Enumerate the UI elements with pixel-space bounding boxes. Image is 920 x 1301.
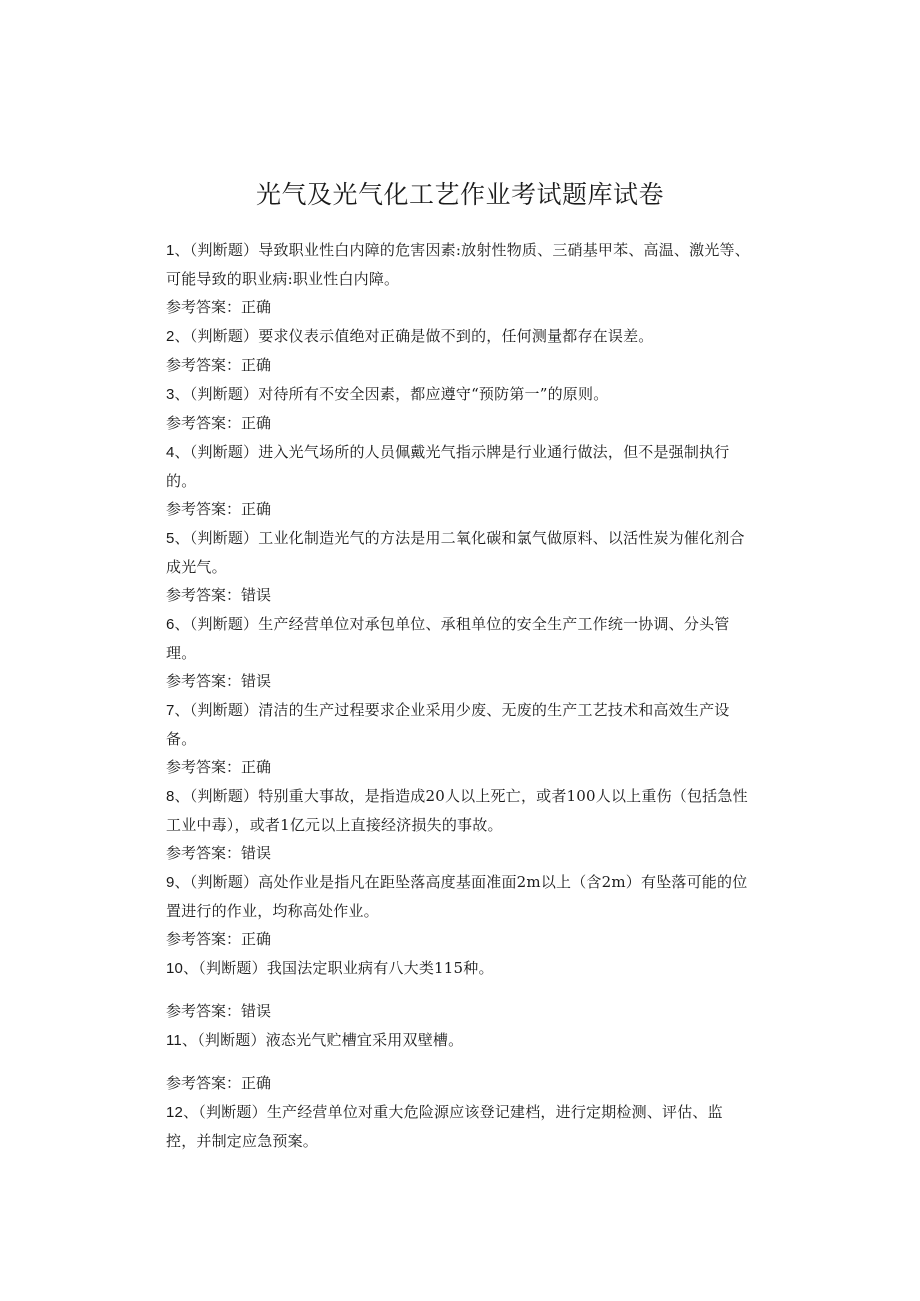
question-body: 导致职业性白内障的危害因素:放射性物质、三硝基甲苯、高温、激光等、可能导致的职业病:职业性白内障。	[166, 241, 750, 288]
question-body: 生产经营单位对重大危险源应该登记建档，进行定期检测、评估、监控，并制定应急预案。	[166, 1103, 723, 1150]
question-text: 12、（判断题）生产经营单位对重大危险源应该登记建档，进行定期检测、评估、监控，并制定应急预案。	[166, 1103, 723, 1150]
question-text: 8、（判断题）特别重大事故，是指造成20人以上死亡，或者100人以上重伤（包括急性工业中毒），或者1亿元以上直接经济损失的事故。	[166, 787, 748, 834]
question-item	[166, 868, 750, 953]
question-number: 3	[166, 386, 175, 403]
question-type: （判断题）	[189, 328, 259, 345]
question-number: 12	[166, 1104, 184, 1121]
question-text: 5、（判断题）工业化制造光气的方法是用二氧化碳和氯气做原料、以活性炭为催化剂合成光气。	[166, 529, 745, 576]
question-number: 6	[166, 616, 175, 633]
answer-value: 正确	[241, 414, 272, 432]
question-type: （判断题）	[189, 444, 259, 461]
answer-line	[166, 409, 750, 437]
question-type: （判断题）	[197, 1032, 266, 1049]
answer-line	[166, 839, 750, 867]
answer-label: 参考答案：	[166, 414, 242, 432]
answer-value: 错误	[241, 586, 272, 604]
question-number: 7	[166, 702, 175, 719]
question-item	[166, 610, 750, 695]
question-body: 清洁的生产过程要求企业采用少废、无废的生产工艺技术和高效生产设备。	[166, 701, 730, 748]
answer-value: 正确	[241, 298, 272, 316]
question-item	[166, 322, 750, 379]
answer-value: 错误	[241, 672, 272, 690]
question-body: 我国法定职业病有八大类115种。	[266, 959, 494, 977]
question-type: （判断题）	[198, 1104, 267, 1121]
question-body: 工业化制造光气的方法是用二氧化碳和氯气做原料、以活性炭为催化剂合成光气。	[166, 529, 745, 576]
question-text: 4、（判断题）进入光气场所的人员佩戴光气指示牌是行业通行做法，但不是强制执行的。	[166, 443, 730, 490]
question-text: 3、（判断题）对待所有不安全因素，都应遵守“预防第一”的原则。	[166, 385, 609, 403]
question-type: （判断题）	[189, 616, 259, 633]
question-type: （判断题）	[189, 702, 259, 719]
answer-label: 参考答案：	[166, 1002, 242, 1020]
question-body: 液态光气贮槽宜采用双壁槽。	[265, 1031, 464, 1049]
answer-line	[166, 667, 750, 695]
question-item	[166, 438, 750, 523]
question-body: 特别重大事故，是指造成20人以上死亡，或者100人以上重伤（包括急性工业中毒），或者1亿元以上直接经济损失的事故。	[166, 787, 748, 834]
answer-label: 参考答案：	[166, 586, 242, 604]
question-text: 9、（判断题）高处作业是指凡在距坠落高度基面准面2m以上（含2m）有坠落可能的位置进行的作业，均称高处作业。	[166, 873, 748, 920]
answer-label: 参考答案：	[166, 356, 242, 374]
question-body: 高处作业是指凡在距坠落高度基面准面2m以上（含2m）有坠落可能的位置进行的作业，均称高处作业。	[166, 873, 748, 920]
question-type: （判断题）	[198, 960, 267, 977]
question-item	[166, 1098, 750, 1155]
answer-value: 正确	[241, 1074, 272, 1092]
answer-label: 参考答案：	[166, 500, 242, 518]
question-number: 10	[166, 960, 184, 977]
answer-label: 参考答案：	[166, 298, 242, 316]
question-item	[166, 954, 750, 1025]
page-title: 光气及光气化工艺作业考试题库试卷	[255, 180, 664, 209]
question-item	[166, 696, 750, 781]
question-text: 10、（判断题）我国法定职业病有八大类115种。	[166, 959, 494, 977]
question-number: 11	[166, 1032, 182, 1049]
question-body: 生产经营单位对承包单位、承租单位的安全生产工作统一协调、分头管理。	[166, 615, 730, 662]
question-type: （判断题）	[189, 874, 259, 891]
answer-label: 参考答案：	[166, 672, 242, 690]
answer-line	[166, 753, 750, 781]
answer-value: 正确	[241, 930, 272, 948]
question-number: 8	[166, 788, 175, 805]
question-text: 11、（判断题）液态光气贮槽宜采用双壁槽。	[166, 1031, 464, 1049]
answer-line	[166, 351, 750, 379]
question-number: 4	[166, 444, 175, 461]
question-list	[166, 236, 750, 1155]
question-text: 1、（判断题）导致职业性白内障的危害因素:放射性物质、三硝基甲苯、高温、激光等、可能导致的职业病:职业性白内障。	[166, 241, 750, 288]
question-body: 进入光气场所的人员佩戴光气指示牌是行业通行做法，但不是强制执行的。	[166, 443, 730, 490]
answer-line	[166, 495, 750, 523]
answer-line	[166, 925, 750, 953]
question-type: （判断题）	[189, 788, 259, 805]
question-number: 2	[166, 328, 175, 345]
question-item	[166, 236, 750, 321]
answer-label: 参考答案：	[166, 930, 242, 948]
question-item	[166, 524, 750, 609]
question-item	[166, 380, 750, 437]
answer-line	[166, 997, 750, 1025]
question-text: 2、（判断题）要求仪表示值绝对正确是做不到的，任何测量都存在误差。	[166, 327, 654, 345]
answer-line	[166, 1069, 750, 1097]
answer-line	[166, 293, 750, 321]
question-number: 9	[166, 874, 175, 891]
question-body: 要求仪表示值绝对正确是做不到的，任何测量都存在误差。	[258, 327, 654, 345]
answer-label: 参考答案：	[166, 1074, 242, 1092]
question-number: 5	[166, 530, 175, 547]
answer-label: 参考答案：	[166, 758, 242, 776]
answer-value: 正确	[241, 500, 272, 518]
question-item	[166, 1026, 750, 1097]
question-number: 1	[166, 242, 175, 259]
question-text: 7、（判断题）清洁的生产过程要求企业采用少废、无废的生产工艺技术和高效生产设备。	[166, 701, 730, 748]
question-type: （判断题）	[189, 386, 259, 403]
answer-line	[166, 581, 750, 609]
question-item	[166, 782, 750, 867]
question-body: 对待所有不安全因素，都应遵守“预防第一”的原则。	[258, 385, 609, 403]
question-type: （判断题）	[189, 242, 259, 259]
answer-label: 参考答案：	[166, 844, 242, 862]
answer-value: 正确	[241, 758, 272, 776]
answer-value: 错误	[241, 1002, 272, 1020]
answer-value: 正确	[241, 356, 272, 374]
question-type: （判断题）	[189, 530, 259, 547]
question-text: 6、（判断题）生产经营单位对承包单位、承租单位的安全生产工作统一协调、分头管理。	[166, 615, 730, 662]
answer-value: 错误	[241, 844, 272, 862]
